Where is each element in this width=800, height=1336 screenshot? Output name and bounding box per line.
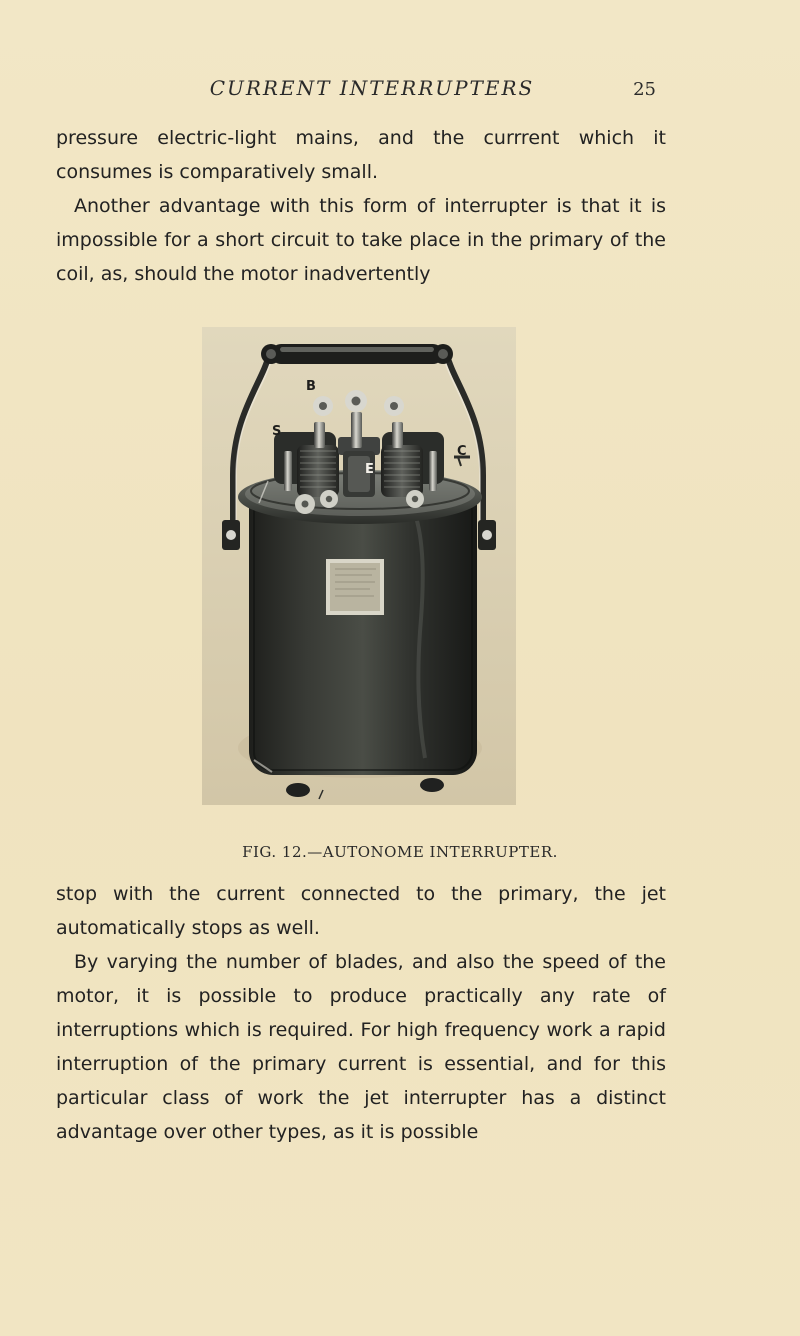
running-title: CURRENT INTERRUPTERS <box>209 76 535 100</box>
figure-label-e: E <box>365 462 374 477</box>
figure-caption: FIG. 12.—AUTONOME INTERRUPTER. <box>242 843 558 861</box>
paragraph-1: pressure electric-light mains, and the currrent which it consumes is comparatively small. <box>56 127 666 183</box>
paragraph-2: Another advantage with this form of interrupter is that it is impossible for a short circuit to take place in the primary of the coil, as, should the motor inadvertently <box>56 195 666 285</box>
figure-label-b: B <box>306 379 316 394</box>
figure-illustration <box>202 327 516 805</box>
top-text-block <box>56 121 666 291</box>
paragraph-4: By varying the number of blades, and also the speed of the motor, it is possible to produce practically any rate of interruptions which is required. For high frequency work a rapid interruption of the primary current is essential, and for this particular class of work the jet interrupter has a distinct advantage over other types, as it is possible <box>56 951 666 1143</box>
page-header <box>0 76 800 106</box>
figure-label-c: C <box>457 444 467 459</box>
paragraph-3: stop with the current connected to the primary, the jet automatically stops as well. <box>56 883 666 939</box>
bottom-text-block <box>56 877 666 1149</box>
figure-label-s: S <box>272 424 282 439</box>
interrupter-illustration <box>202 327 516 805</box>
page-number: 25 <box>633 79 656 100</box>
